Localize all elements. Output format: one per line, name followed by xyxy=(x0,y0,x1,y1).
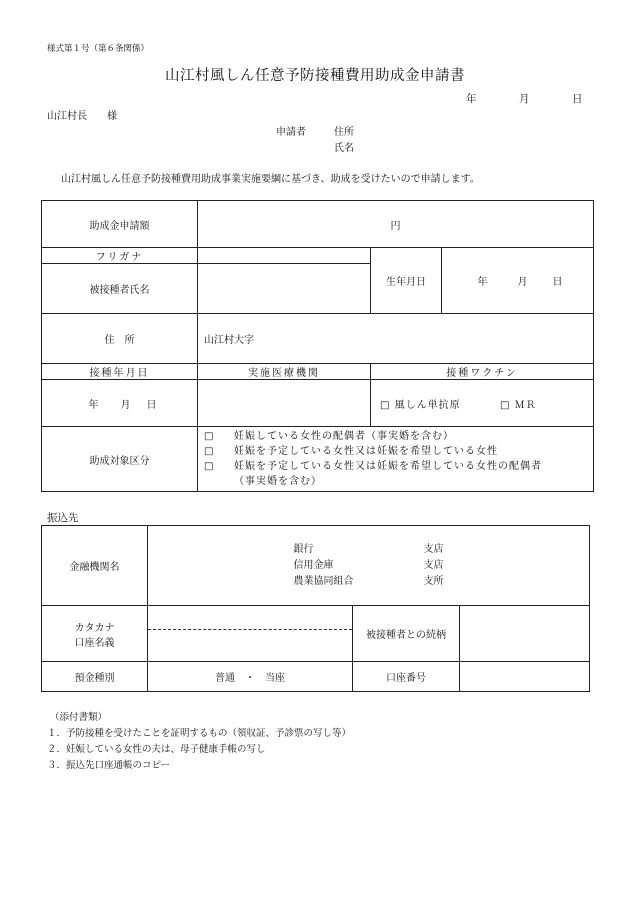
bank-type: 信用金庫 xyxy=(293,559,334,571)
account-type-field[interactable] xyxy=(148,662,353,692)
birth-day: 日 xyxy=(552,277,563,288)
category-item[interactable]: □ 妊娠を予定している女性又は妊娠を希望している女性の配偶者（事実婚を含む） xyxy=(198,459,593,489)
date-month: 月 xyxy=(519,93,530,105)
holder-kana-field[interactable] xyxy=(148,606,352,630)
vacc-day: 日 xyxy=(146,399,157,411)
holder-field xyxy=(148,606,353,662)
relation-field[interactable] xyxy=(460,606,590,662)
furigana-field[interactable] xyxy=(198,248,371,264)
application-table xyxy=(41,200,594,492)
birth-label: 生年月日 xyxy=(371,248,442,314)
address-field[interactable] xyxy=(198,314,594,364)
facility-label: 実施医療機関 xyxy=(198,364,371,380)
applicant-name-label: 氏名 xyxy=(334,143,354,154)
addressee: 山江村長 様 xyxy=(47,111,117,122)
institution-field[interactable] xyxy=(148,526,590,606)
branch-type: 支店 xyxy=(423,559,444,571)
furigana-label: フリガナ xyxy=(42,248,198,264)
category-item[interactable]: □ 妊娠している女性の配偶者（事実婚を含む） xyxy=(198,429,593,444)
account-type-label: 預金種別 xyxy=(42,662,148,692)
category-label: 助成対象区分 xyxy=(42,427,198,492)
vaccine-option-mr[interactable]: □ ＭＲ xyxy=(500,399,537,411)
transfer-heading: 振込先 xyxy=(47,512,79,524)
category-field xyxy=(198,427,594,492)
holder-name-field[interactable] xyxy=(148,630,352,661)
vaccine-label: 接種ワクチン xyxy=(371,364,594,380)
birth-month: 月 xyxy=(517,277,528,288)
name-label: 被接種者氏名 xyxy=(42,264,198,314)
bank-type: 銀行 xyxy=(293,543,314,555)
category-item[interactable]: □ 妊娠を予定している女性又は妊娠を希望している女性 xyxy=(198,444,593,459)
institution-label: 金融機関名 xyxy=(42,526,148,606)
branch-type: 支所 xyxy=(423,575,444,587)
holder-label-name: 口座名義 xyxy=(74,637,115,649)
checkbox[interactable]: □ xyxy=(204,431,214,442)
address-value: 山江村大字 xyxy=(204,335,254,346)
vacc-month: 月 xyxy=(120,399,131,411)
page-title: 山江村風しん任意予防接種費用助成金申請書 xyxy=(165,68,465,84)
account-type-value: 普通 ・ 当座 xyxy=(215,673,285,684)
relation-label: 被接種者との続柄 xyxy=(353,606,460,662)
bank-type: 農業協同組合 xyxy=(293,575,354,587)
vaccine-option-rubella[interactable]: □ 風しん単抗原 xyxy=(380,399,461,411)
amount-field[interactable] xyxy=(198,201,594,248)
bank-type-list xyxy=(294,542,444,590)
applicant-address-label: 住所 xyxy=(334,127,354,138)
amount-unit: 円 xyxy=(390,220,401,232)
holder-label-kana: カタカナ xyxy=(74,622,115,634)
account-number-label: 口座番号 xyxy=(353,662,460,692)
date-day: 日 xyxy=(572,93,583,105)
branch-type: 支店 xyxy=(423,543,444,555)
vaccine-field xyxy=(371,380,594,427)
holder-label xyxy=(42,606,148,662)
form-number: 様式第１号（第６条関係） xyxy=(47,44,150,54)
applicant-label: 申請者 xyxy=(276,127,306,138)
amount-label: 助成金申請額 xyxy=(42,201,198,248)
vacc-date-field[interactable] xyxy=(42,380,198,427)
date-year: 年 xyxy=(466,93,477,105)
checkbox[interactable]: □ xyxy=(204,461,214,472)
birth-field[interactable] xyxy=(442,248,594,314)
name-field[interactable] xyxy=(198,264,371,314)
attachment-item: １．予防接種を受けたことを証明するもの（領収証、予診票の写し等） xyxy=(47,728,352,739)
checkbox[interactable]: □ xyxy=(204,446,214,457)
account-number-field[interactable] xyxy=(460,662,590,692)
vacc-year: 年 xyxy=(88,399,99,411)
bank-table xyxy=(41,525,590,692)
attachment-item: ３．振込先口座通帳のコピー xyxy=(47,760,171,771)
intro-text: 山江村風しん任意予防接種費用助成事業実施要綱に基づき、助成を受けたいので申請します。 xyxy=(61,174,480,185)
address-label: 住 所 xyxy=(42,314,198,364)
attachment-item: ２．妊娠している女性の夫は、母子健康手帳の写し xyxy=(47,744,266,755)
birth-year: 年 xyxy=(477,277,488,288)
attachments-heading: （添付書類） xyxy=(50,712,108,723)
vacc-date-label: 接種年月日 xyxy=(42,364,198,380)
facility-field[interactable] xyxy=(198,380,371,427)
